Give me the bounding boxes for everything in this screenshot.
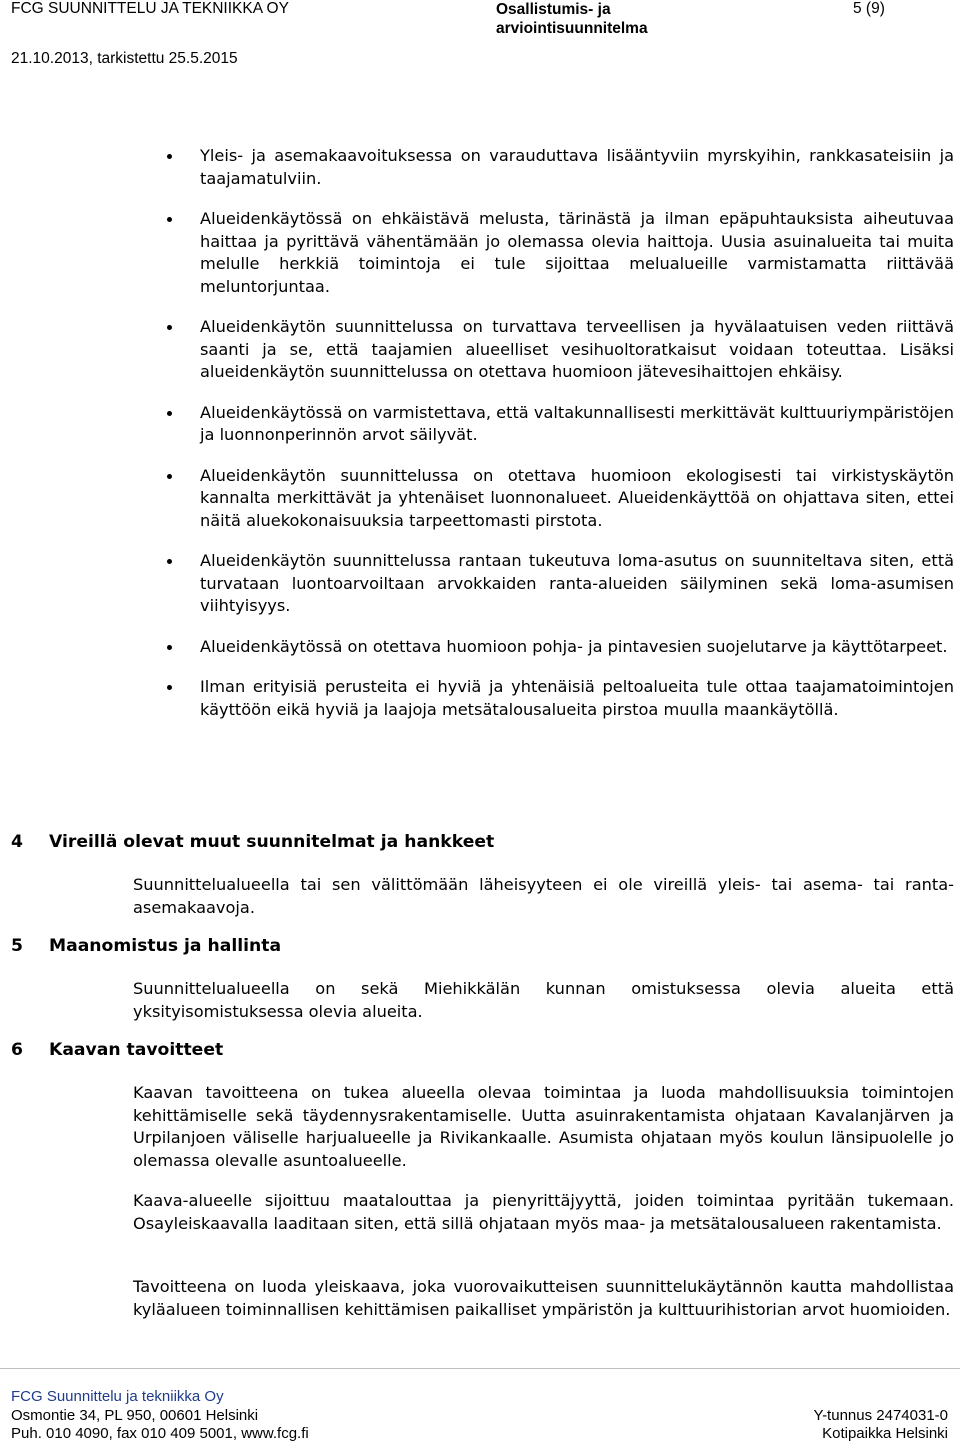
section-title: Vireillä olevat muut suunnitelmat ja hankkeet: [49, 832, 495, 852]
bullet-icon: [167, 474, 172, 479]
section-heading: [11, 936, 281, 956]
document-title: Osallistumis- ja arviointisuunnitelma: [496, 1, 648, 37]
section-number: 6: [11, 1040, 23, 1060]
bullet-text: Alueidenkäytön suunnittelussa on turvattava terveellisen ja hyvälaatuisen veden riittävä saanti ja se, että taajamien alueelliset vesihuoltoratkaisut voidaan toteuttaa. Lisäksi alueidenkäytön suunnittelussa on otettava huomioon jätevesihaittojen ehkäisy.: [200, 317, 954, 381]
section-heading: [11, 832, 494, 852]
bullet-item: [160, 402, 954, 447]
bullet-icon: [167, 685, 172, 690]
page-number: 5 (9): [853, 0, 885, 17]
bullet-item: [160, 465, 954, 533]
section-paragraph: Tavoitteena on luoda yleiskaava, joka vuorovaikutteisen suunnittelukäytännön kautta mahdollistaa kyläalueen toiminnallisen kehittämisen paikalliset ympäristön ja kulttuurihistorian arvot huomioiden.: [133, 1277, 954, 1319]
bullet-text: Alueidenkäytön suunnittelussa rantaan tukeutuva loma-asutus on suunniteltava siten, että turvataan luontoarvoiltaan arvokkaiden ranta-alueiden säilyminen sekä loma-asumisen viihtyisyys.: [200, 551, 954, 615]
bullet-item: [160, 676, 954, 721]
section-number: 5: [11, 936, 23, 956]
bullet-text: Alueidenkäytössä on ehkäistävä melusta, tärinästä ja ilman epäpuhtauksista aiheutuvaa haittaa ja pyrittävä vähentämään jo olemassa olevia haittoja. Uusia asuinalueita tai muita melulle herkkiä toimintoja ei tule sijoittaa melualueille varmistamatta riittävää meluntorjuntaa.: [200, 209, 954, 296]
section-paragraph: Kaavan tavoitteena on tukea alueella olevaa toimintaa ja luoda mahdollisuuksia toimintojen kehittämiselle sekä täydennysrakentamiselle. Uutta asuinrakentamista ohjataan Kavalanjärven ja Urpilanjoen väliselle harjualueelle ja Rivikankaalle. Asumista ohjataan myös koulun länsipuolelle jo olemassa olevalle asuntoalueelle.: [133, 1083, 954, 1170]
section-paragraph: Kaava-alueelle sijoittuu maatalouttaa ja pienyrittäjyyttä, joiden toimintaa pyritään tukemaan. Osayleiskaavalla laaditaan siten, että sillä ohjataan myös maa- ja metsätalousalueen rakentamista.: [133, 1191, 954, 1233]
header-company: FCG SUUNNITTELU JA TEKNIIKKA OY: [11, 0, 289, 17]
bullet-text: Ilman erityisiä perusteita ei hyviä ja yhtenäisiä peltoalueita tule ottaa taajamatoimintojen käyttöön eikä hyviä ja laajoja metsätalousalueita pirstoa muulla maankäytöllä.: [200, 677, 954, 719]
footer-domicile: Kotipaikka Helsinki: [822, 1425, 948, 1442]
bullet-item: [160, 550, 954, 618]
bullet-text: Alueidenkäytössä on otettava huomioon pohja- ja pintavesien suojelutarve ja käyttötarpeet.: [200, 636, 948, 656]
bullet-icon: [167, 645, 172, 650]
footer-phone: Puh. 010 4090, fax 010 409 5001, www.fcg.fi: [11, 1425, 309, 1442]
bullet-icon: [167, 411, 172, 416]
footer-divider: [0, 1368, 960, 1369]
bullet-icon: [167, 325, 172, 330]
guideline-bullet-list: [160, 145, 954, 739]
section-title: Maanomistus ja hallinta: [49, 936, 282, 956]
bullet-text: Alueidenkäytössä on varmistettava, että valtakunnallisesti merkittävät kulttuuriympäristöjen ja luonnonperinnön arvot säilyvät.: [200, 402, 954, 444]
bullet-icon: [167, 217, 172, 222]
section-number: 4: [11, 832, 23, 852]
bullet-item: [160, 636, 954, 659]
section-title: Kaavan tavoitteet: [49, 1040, 224, 1060]
bullet-item: [160, 208, 954, 298]
document-date: 21.10.2013, tarkistettu 25.5.2015: [11, 50, 238, 67]
footer-company: FCG Suunnittelu ja tekniikka Oy: [11, 1388, 224, 1405]
bullet-text: Yleis- ja asemakaavoituksessa on varauduttava lisääntyviin myrskyihin, rankkasateisiin ja taajamatulviin.: [200, 146, 954, 188]
section-paragraph: Suunnittelualueella on sekä Miehikkälän kunnan omistuksessa olevia alueita että yksityisomistuksessa olevia alueita.: [133, 979, 954, 1021]
bullet-icon: [167, 559, 172, 564]
footer-address: Osmontie 34, PL 950, 00601 Helsinki: [11, 1407, 259, 1424]
bullet-item: [160, 145, 954, 190]
bullet-item: [160, 316, 954, 384]
bullet-icon: [167, 154, 172, 159]
section-paragraph: Suunnittelualueella tai sen välittömään läheisyyteen ei ole vireillä yleis- tai asema- tai ranta-asemakaavoja.: [133, 875, 954, 917]
footer-business-id: Y-tunnus 2474031-0: [813, 1407, 948, 1424]
bullet-text: Alueidenkäytön suunnittelussa on otettava huomioon ekologisesti tai virkistyskäytön kannalta merkittävät ja yhtenäiset luonnonalueet. Alueidenkäyttöä on ohjattava siten, ettei näitä aluekokonaisuuksia tarpeettomasti pirstota.: [200, 465, 954, 530]
section-heading: [11, 1040, 223, 1060]
